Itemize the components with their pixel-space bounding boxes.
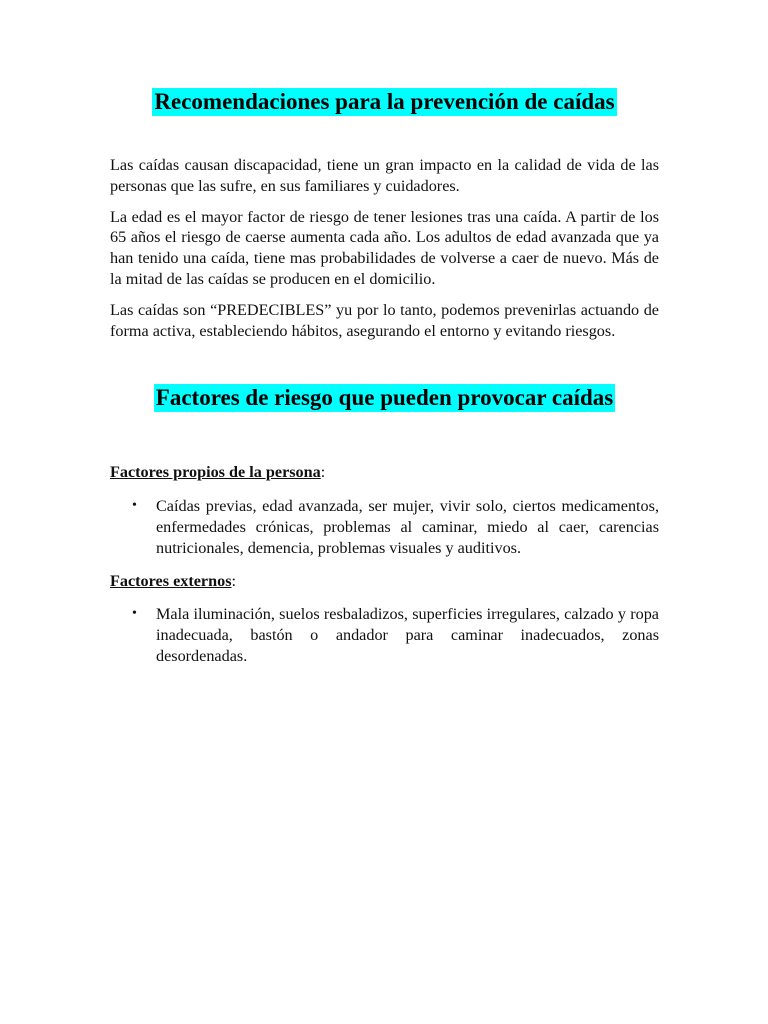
bullet-icon: • [132, 498, 137, 514]
subheading-personal-factors-colon: : [320, 463, 326, 482]
subheading-external-factors-colon: : [231, 571, 237, 590]
list-item [110, 496, 659, 558]
intro-paragraphs [110, 155, 659, 341]
intro-paragraph-2: La edad es el mayor factor de riesgo de tener lesiones tras una caída. A partir de los 65 años el riesgo de caerse aumenta cada año. Los adultos de edad avanzada que ya han tenido una caída, tiene mas probabilidades de volverse a caer de nuevo. Más de la mitad de las caídas se producen en el domicilio. [110, 207, 659, 288]
section-2-heading-wrap [110, 384, 659, 412]
intro-paragraph-3: Las caídas son “PREDECIBLES” yu por lo tanto, podemos prevenirlas actuando de forma activa, estableciendo hábitos, asegurando el entorno y evitando riesgos. [110, 300, 659, 340]
subheading-external-factors [110, 571, 659, 592]
subheading-personal-factors-label: Factores propios de la persona [110, 463, 321, 482]
intro-paragraph-1: Las caídas causan discapacidad, tiene un gran impacto en la calidad de vida de las personas que las sufre, en sus familiares y cuidadores. [110, 156, 659, 195]
section-2-title: Factores de riesgo que pueden provocar caídas [155, 385, 614, 411]
document-page [110, 0, 659, 667]
bullet-icon: • [132, 606, 137, 622]
personal-factors-list [110, 496, 659, 558]
section-1-heading-wrap [110, 88, 659, 116]
subheading-external-factors-label: Factores externos [110, 571, 232, 590]
external-factors-list [110, 604, 659, 666]
section-1-title: Recomendaciones para la prevención de caídas [154, 89, 615, 114]
list-item-text: Mala iluminación, suelos resbaladizos, superficies irregulares, calzado y ropa inadecuada, bastón o andador para caminar inadecuados, zonas desordenadas. [156, 605, 659, 665]
subheading-personal-factors [110, 462, 659, 483]
list-item [110, 604, 659, 666]
list-item-text: Caídas previas, edad avanzada, ser mujer, vivir solo, ciertos medicamentos, enfermedades crónicas, problemas al caminar, miedo al caer, carencias nutricionales, demencia, problemas visuales y auditivos. [156, 497, 659, 557]
